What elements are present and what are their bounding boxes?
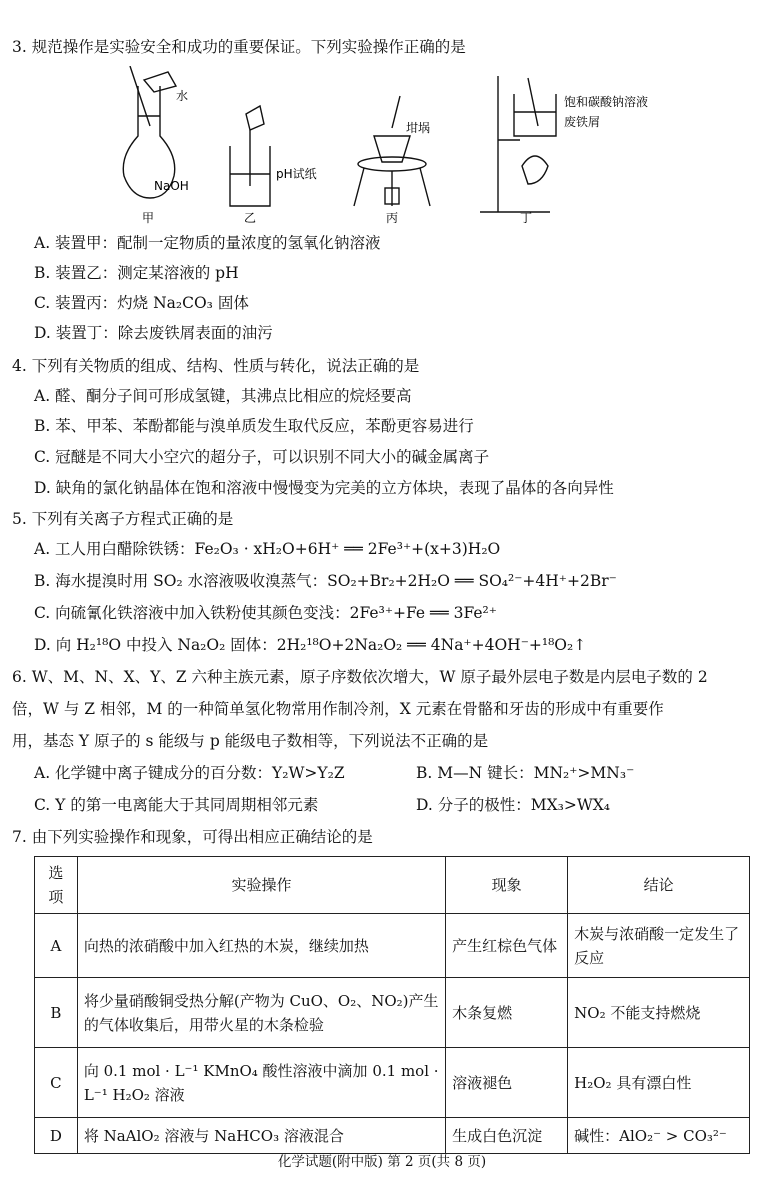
q3-option-c: C. 装置丙：灼烧 Na₂CO₃ 固体 (34, 294, 249, 312)
q5-option-a: A. 工人用白醋除铁锈：Fe₂O₃ · xH₂O+6H⁺ ══ 2Fe³⁺+(x+3)H₂O (34, 540, 501, 558)
q6-stem-line-2: 倍，W 与 Z 相邻，M 的一种简单氢化物常用作制冷剂，X 元素在骨骼和牙齿的形成中有重要作 (12, 700, 664, 718)
q6-stem-line-3: 用，基态 Y 原子的 s 能级与 p 能级电子数相等，下列说法不正确的是 (12, 732, 489, 750)
header-phenomenon: 现象 (446, 857, 568, 914)
q4-option-a: A. 醛、酮分子间可形成氢键，其沸点比相应的烷烃要高 (34, 387, 412, 405)
q3-option-a: A. 装置甲：配制一定物质的量浓度的氢氧化钠溶液 (34, 234, 381, 252)
page-footer: 化学试题(附中版) 第 2 页(共 8 页) (277, 1154, 487, 1170)
row-b-option: B (35, 978, 78, 1048)
row-b-phenomenon: 木条复燃 (446, 978, 568, 1048)
q4-option-c: C. 冠醚是不同大小空穴的超分子，可以识别不同大小的碱金属离子 (34, 448, 490, 466)
table-row (35, 1048, 750, 1118)
caption-jia: 甲 (142, 211, 155, 225)
q3-stem: 3. 规范操作是实验安全和成功的重要保证。下列实验操作正确的是 (12, 38, 466, 56)
row-c-phenomenon: 溶液褪色 (446, 1048, 568, 1118)
row-c-conclusion: H₂O₂ 具有漂白性 (568, 1048, 750, 1118)
label-crucible: 坩埚 (406, 121, 431, 135)
q6-option-b: B. M—N 键长：MN₂⁺>MN₃⁻ (416, 764, 635, 782)
label-scrap: 废铁屑 (564, 115, 601, 129)
q5-stem: 5. 下列有关离子方程式正确的是 (12, 510, 234, 528)
q3-option-d: D. 装置丁：除去废铁屑表面的油污 (34, 324, 273, 342)
label-water: 水 (176, 89, 189, 103)
q6-stem-line-1: 6. W、M、N、X、Y、Z 六种主族元素，原子序数依次增大，W 原子最外层电子数是内层电子数的 2 (12, 668, 708, 686)
caption-bing: 丙 (386, 211, 399, 225)
header-conclusion: 结论 (568, 857, 750, 914)
table-row (35, 1118, 750, 1154)
row-d-phenomenon: 生成白色沉淀 (446, 1118, 568, 1154)
header-option: 选项 (35, 857, 78, 914)
row-a-phenomenon: 产生红棕色气体 (446, 914, 568, 978)
q4-stem: 4. 下列有关物质的组成、结构、性质与转化，说法正确的是 (12, 357, 420, 375)
table-row (35, 914, 750, 978)
table-row (35, 978, 750, 1048)
q6-option-d: D. 分子的极性：MX₃>WX₄ (416, 796, 611, 814)
row-a-conclusion: 木炭与浓硝酸一定发生了反应 (568, 914, 750, 978)
q6-option-c: C. Y 的第一电离能大于其同周期相邻元素 (34, 796, 319, 814)
row-b-conclusion: NO₂ 不能支持燃烧 (568, 978, 750, 1048)
row-b-operation: 将少量硝酸铜受热分解(产物为 CuO、O₂、NO₂)产生的气体收集后，用带火星的木条检验 (77, 978, 445, 1048)
label-solution: 饱和碳酸钠溶液 (564, 95, 649, 109)
q3-apparatus-figure (110, 66, 670, 226)
row-d-option: D (35, 1118, 78, 1154)
caption-ding: 丁 (520, 211, 533, 225)
q5-option-b: B. 海水提溴时用 SO₂ 水溶液吸收溴蒸气：SO₂+Br₂+2H₂O ══ SO₄²⁻+4H⁺+2Br⁻ (34, 572, 617, 590)
header-operation: 实验操作 (77, 857, 445, 914)
apparatus-drawing (110, 66, 670, 226)
row-c-option: C (35, 1048, 78, 1118)
row-a-option: A (35, 914, 78, 978)
row-d-operation: 将 NaAlO₂ 溶液与 NaHCO₃ 溶液混合 (77, 1118, 445, 1154)
label-naoh: NaOH (154, 179, 189, 193)
q7-stem: 7. 由下列实验操作和现象，可得出相应正确结论的是 (12, 828, 373, 846)
q5-option-c: C. 向硫氰化铁溶液中加入铁粉使其颜色变浅：2Fe³⁺+Fe ══ 3Fe²⁺ (34, 604, 497, 622)
label-ph-paper: pH试纸 (276, 167, 317, 181)
row-c-operation: 向 0.1 mol · L⁻¹ KMnO₄ 酸性溶液中滴加 0.1 mol · L⁻¹ H₂O₂ 溶液 (77, 1048, 445, 1118)
q5-option-d: D. 向 H₂¹⁸O 中投入 Na₂O₂ 固体：2H₂¹⁸O+2Na₂O₂ ══ 4Na⁺+4OH⁻+¹⁸O₂↑ (34, 636, 587, 654)
q4-option-d: D. 缺角的氯化钠晶体在饱和溶液中慢慢变为完美的立方体块，表现了晶体的各向异性 (34, 479, 614, 497)
q3-option-b: B. 装置乙：测定某溶液的 pH (34, 264, 239, 282)
row-a-operation: 向热的浓硝酸中加入红热的木炭，继续加热 (77, 914, 445, 978)
q6-option-a: A. 化学键中离子键成分的百分数：Y₂W>Y₂Z (34, 764, 345, 782)
row-d-conclusion: 碱性：AlO₂⁻ > CO₃²⁻ (568, 1118, 750, 1154)
caption-yi: 乙 (244, 211, 257, 225)
q4-option-b: B. 苯、甲苯、苯酚都能与溴单质发生取代反应，苯酚更容易进行 (34, 417, 474, 435)
table-header-row (35, 857, 750, 914)
q7-experiment-table (34, 856, 750, 1154)
